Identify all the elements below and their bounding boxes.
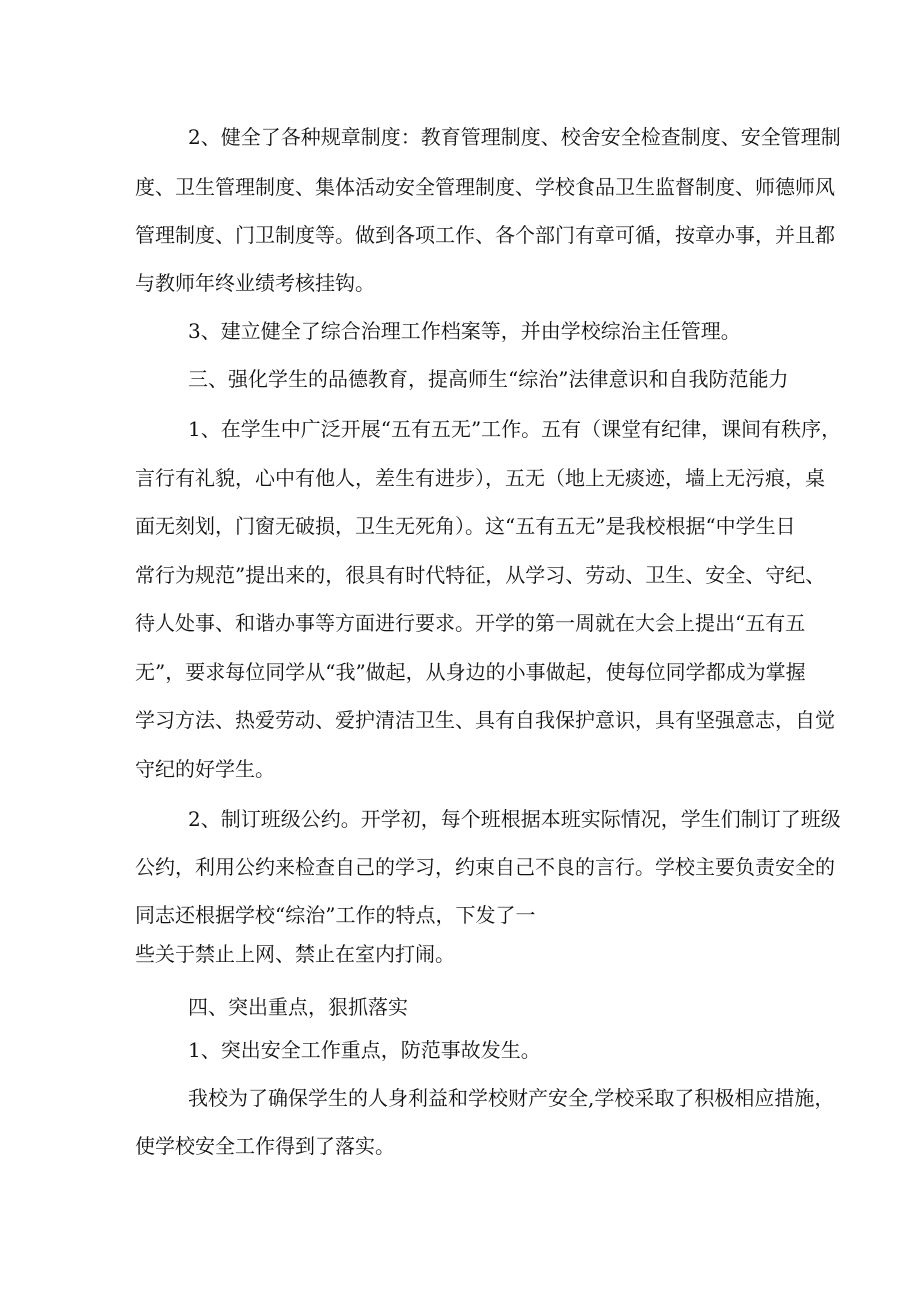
text-line: 无”，要求每位同学从“我”做起，从身边的小事做起，使每位同学都成为掌握 (135, 660, 806, 684)
text-line: 学习方法、热爱劳动、爱护清洁卫生、具有自我保护意识，具有坚强意志，自觉 (135, 708, 835, 732)
text-line: 使学校安全工作得到了落实。 (135, 1134, 395, 1158)
text-line: 我校为了确保学生的人身利益和学校财产安全,学校采取了积极相应措施， (188, 1086, 835, 1110)
text-line: 公约，利用公约来检查自己的学习，约束自己不良的言行。学校主要负责安全的 (135, 855, 835, 879)
text-line: 言行有礼貌，心中有他人，差生有进步），五无（地上无痰迹，墙上无污痕，桌 (135, 466, 825, 490)
text-line: 守纪的好学生。 (135, 757, 275, 781)
text-line: 面无刻划，门窗无破损，卫生无死角）。这“五有五无”是我校根据“中学生日 (135, 514, 796, 538)
text-line: 2、健全了各种规章制度：教育管理制度、校舍安全检查制度、安全管理制 (188, 125, 841, 149)
text-line: 2、制订班级公约。开学初，每个班根据本班实际情况，学生们制订了班级 (188, 807, 841, 831)
text-line: 待人处事、和谐办事等方面进行要求。开学的第一周就在大会上提出“五有五 (135, 611, 806, 635)
text-line: 常行为规范”提出来的，很具有时代特征，从学习、劳动、卫生、安全、守纪、 (135, 563, 826, 587)
text-line: 3、建立健全了综合治理工作档案等，并由学校综治主任管理。 (188, 319, 741, 343)
section-heading: 三、强化学生的品德教育，提高师生“综治”法律意识和自我防范能力 (188, 367, 789, 391)
section-heading: 四、突出重点，狠抓落实 (188, 995, 408, 1019)
text-line: 1、突出安全工作重点，防范事故发生。 (188, 1038, 541, 1062)
text-line: 些关于禁止上网、禁止在室内打闹。 (135, 942, 455, 966)
text-line: 度、卫生管理制度、集体活动安全管理制度、学校食品卫生监督制度、师德师风 (135, 175, 835, 199)
text-line: 管理制度、门卫制度等。做到各项工作、各个部门有章可循，按章办事，并且都 (135, 223, 835, 247)
text-line: 与教师年终业绩考核挂钩。 (135, 271, 375, 295)
text-line: 1、在学生中广泛开展“五有五无”工作。五有（课堂有纪律，课间有秩序， (188, 417, 842, 441)
text-line: 同志还根据学校“综治”工作的特点，下发了一 (135, 903, 536, 927)
